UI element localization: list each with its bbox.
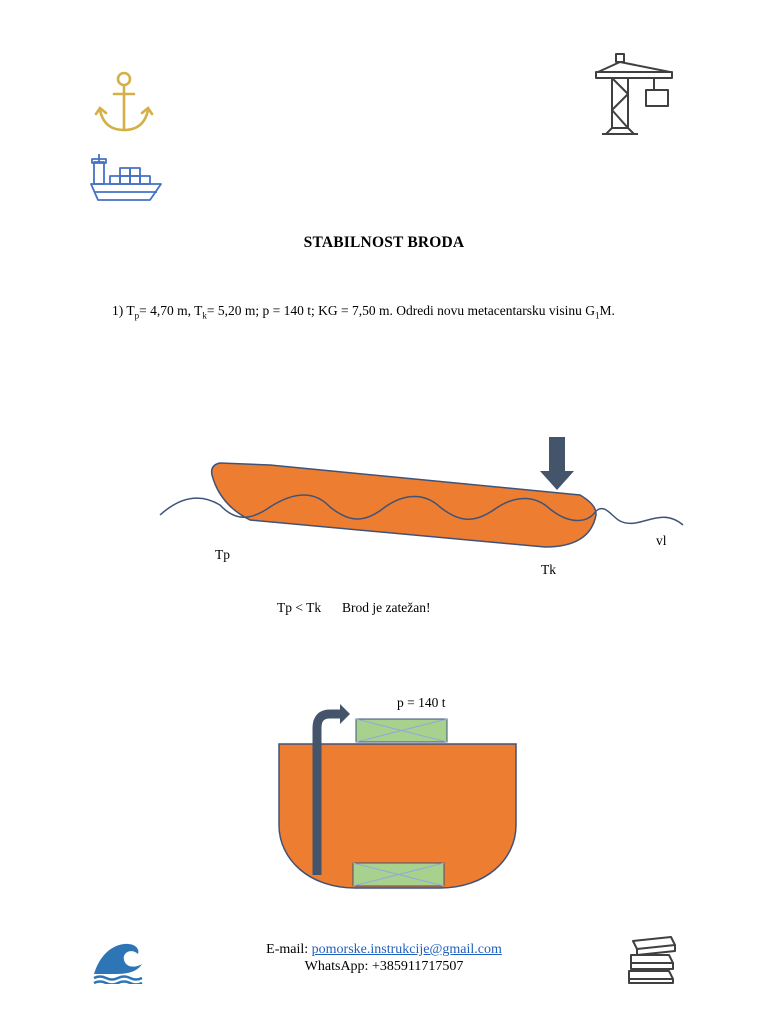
tk-value-and-question: = 5,20 m; p = 140 t; KG = 7,50 m. Odredi novu metacentarsku visinu G [206,303,595,318]
container-ship-icon [88,150,164,204]
cross-section-diagram [270,700,525,895]
task-number: 1) [112,303,124,318]
load-arrow [540,437,574,490]
email-label: E-mail: [266,942,309,957]
tp-symbol: T [126,303,135,318]
footer-whatsapp: WhatsApp: +385911717507 [304,959,464,974]
ship-hull-side [212,463,596,547]
port-crane-icon [592,50,676,136]
tp-subscript: p [134,310,140,321]
caption-state: Brod je zatežan! [342,600,431,615]
email-link[interactable]: pomorske.instrukcije@gmail.com [311,942,502,957]
task-statement [112,303,615,321]
label-tk: Tk [541,562,556,577]
page-title: STABILNOST BRODA [303,234,465,251]
g-subscript: 1 [594,310,600,321]
footer-email-line [0,942,768,958]
label-vl: vl [656,533,667,548]
task-end: M. [599,303,615,318]
anchor-icon [94,70,154,136]
label-weight: p = 140 t [397,695,446,710]
cargo-block-bottom [353,863,444,886]
tp-value: = 4,70 m, [139,303,192,318]
label-tp: Tp [215,547,230,562]
caption-comparison: Tp < Tk [277,600,322,615]
tk-symbol: T [194,303,203,318]
cargo-block-top [356,719,447,742]
trim-diagram [150,425,690,560]
tk-subscript: k [202,310,207,321]
